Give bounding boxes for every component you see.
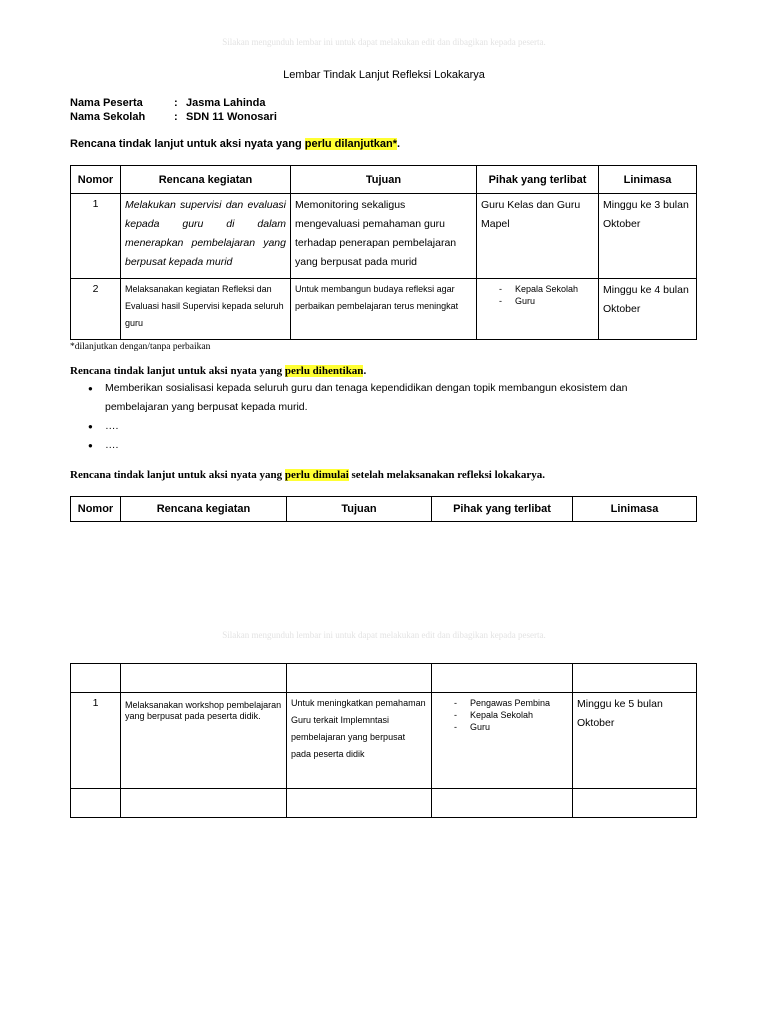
section2-heading-suffix: . — [363, 365, 367, 377]
table-cell — [121, 789, 287, 818]
participant-name-row — [70, 97, 265, 109]
participant-school-row — [70, 111, 277, 123]
school-label: Nama Sekolah — [70, 111, 146, 123]
table-row — [71, 664, 697, 693]
p2-row1-pihak — [432, 693, 573, 789]
p2-row1-nomor: 1 — [71, 693, 121, 789]
list-item: - Kepala Sekolah — [432, 709, 572, 721]
row1-kegiatan: Melakukan supervisi dan evaluasi kepada guru di dalam menerapkan pembelajaran yang berpusat kepada murid — [121, 194, 291, 279]
section2-heading — [70, 365, 366, 377]
list-item: ● …. — [88, 417, 678, 436]
header-tujuan: Tujuan — [287, 497, 432, 522]
section3-heading-highlight: perlu dimulai — [284, 469, 349, 481]
p2-row1-tujuan: Untuk meningkatkan pemahaman Guru terkait Implemntasi pembelajaran yang berpusat pada peserta didik — [287, 693, 432, 789]
p2-row1-linimasa: Minggu ke 5 bulan Oktober — [573, 693, 697, 789]
watermark-top: Silakan mengunduh lembar ini untuk dapat melakukan edit dan dibagikan kepada peserta. — [222, 37, 546, 47]
row1-linimasa: Minggu ke 3 bulan Oktober — [599, 194, 697, 279]
school-value: SDN 11 Wonosari — [186, 111, 277, 123]
p2-row1-kegiatan: Melaksanakan workshop pembelajaran yang berpusat pada peserta didik. — [121, 693, 287, 789]
row1-tujuan: Memonitoring sekaligus mengevaluasi pemahaman guru terhadap penerapan pembelajaran yang berpusat pada murid — [291, 194, 477, 279]
section2-heading-highlight: perlu dihentikan — [284, 365, 364, 377]
table-cell — [287, 664, 432, 693]
header-rencana-kegiatan: Rencana kegiatan — [121, 497, 287, 522]
watermark-page2: Silakan mengunduh lembar ini untuk dapat melakukan edit dan dibagikan kepada peserta. — [222, 630, 546, 640]
list-item: - Guru — [432, 721, 572, 733]
section3-heading-prefix: Rencana tindak lanjut untuk aksi nyata yang — [70, 469, 285, 481]
header-nomor: Nomor — [71, 166, 121, 194]
table-cell — [71, 789, 121, 818]
section1-heading-suffix: . — [397, 138, 401, 150]
document-title: Lembar Tindak Lanjut Refleksi Lokakarya — [283, 69, 485, 81]
p2-row1-pihak-list — [432, 693, 572, 733]
row2-tujuan: Untuk membangun budaya refleksi agar perbaikan pembelajaran terus meningkat — [291, 279, 477, 340]
list-item: ● Memberikan sosialisasi kepada seluruh guru dan tenaga kependidikan dengan topik membangun ekosistem dan pembelajaran yang berpusat kepada murid. — [88, 379, 678, 417]
section2-heading-prefix: Rencana tindak lanjut untuk aksi nyata yang — [70, 365, 285, 377]
section1-heading-highlight: perlu dilanjutkan* — [304, 138, 398, 150]
continue-plan-table — [70, 165, 697, 340]
table-cell — [287, 789, 432, 818]
stop-plan-list — [88, 379, 678, 455]
list-item: - Kepala Sekolah — [477, 283, 598, 295]
row2-pihak — [477, 279, 599, 340]
table-cell — [573, 789, 697, 818]
name-label: Nama Peserta — [70, 97, 143, 109]
header-nomor: Nomor — [71, 497, 121, 522]
name-value: Jasma Lahinda — [186, 97, 266, 109]
header-rencana-kegiatan: Rencana kegiatan — [121, 166, 291, 194]
table-cell — [121, 664, 287, 693]
row2-pihak-list — [477, 279, 598, 307]
table-cell — [432, 664, 573, 693]
table-cell — [573, 664, 697, 693]
header-tujuan: Tujuan — [291, 166, 477, 194]
school-separator: : — [174, 111, 178, 123]
table-cell — [432, 789, 573, 818]
header-linimasa: Linimasa — [573, 497, 697, 522]
table-row — [71, 693, 697, 789]
row2-linimasa: Minggu ke 4 bulan Oktober — [599, 279, 697, 340]
list-item: - Guru — [477, 295, 598, 307]
table-header-row — [71, 166, 697, 194]
table-header-row — [71, 497, 697, 522]
section3-heading — [70, 469, 545, 481]
start-plan-table-continued — [70, 663, 697, 818]
list-item: - Pengawas Pembina — [432, 697, 572, 709]
row1-nomor: 1 — [71, 194, 121, 279]
header-pihak-terlibat: Pihak yang terlibat — [477, 166, 599, 194]
footnote: *dilanjutkan dengan/tanpa perbaikan — [70, 342, 211, 352]
header-pihak-terlibat: Pihak yang terlibat — [432, 497, 573, 522]
name-separator: : — [174, 97, 178, 109]
section1-heading — [70, 138, 400, 150]
header-linimasa: Linimasa — [599, 166, 697, 194]
list-item: ● …. — [88, 436, 678, 455]
start-plan-table — [70, 496, 697, 522]
row2-kegiatan: Melaksanakan kegiatan Refleksi dan Evaluasi hasil Supervisi kepada seluruh guru — [121, 279, 291, 340]
section1-heading-prefix: Rencana tindak lanjut untuk aksi nyata yang — [70, 138, 305, 150]
table-row — [71, 194, 697, 279]
row2-nomor: 2 — [71, 279, 121, 340]
table-cell — [71, 664, 121, 693]
row1-pihak: Guru Kelas dan Guru Mapel — [477, 194, 599, 279]
table-row — [71, 279, 697, 340]
section3-heading-suffix: setelah melaksanakan refleksi lokakarya. — [348, 469, 546, 481]
table-row — [71, 789, 697, 818]
